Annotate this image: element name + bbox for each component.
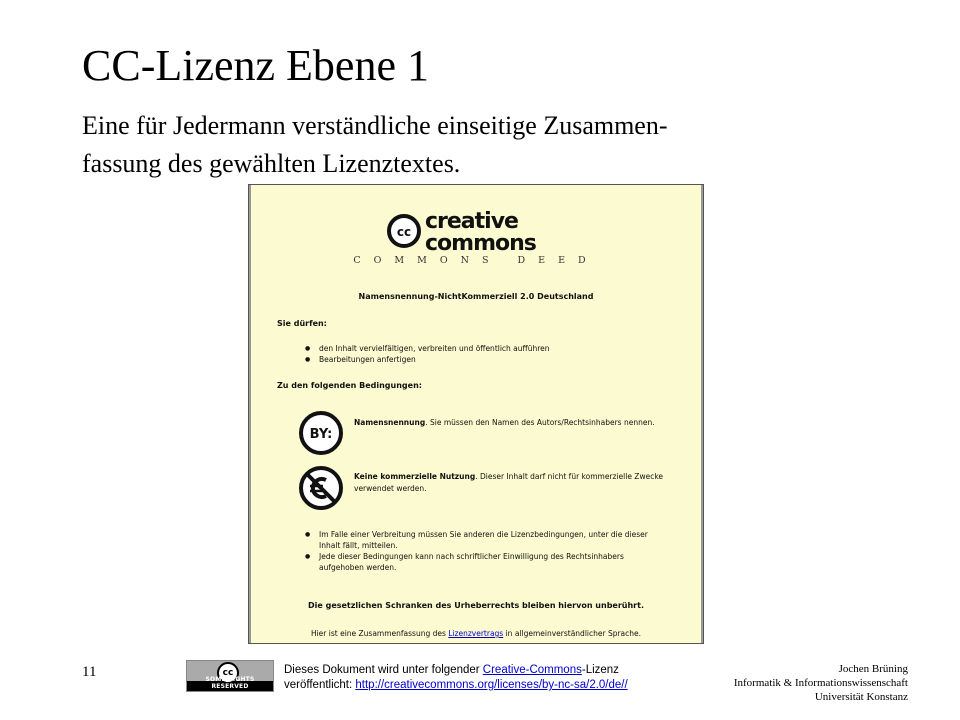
slide-subtitle — [82, 107, 802, 183]
badge-caption: SOME RIGHTS RESERVED — [205, 676, 255, 690]
logo-word-creative: creative — [425, 209, 518, 234]
list-item: ● Jede dieser Bedingungen kann nach schriftlicher Einwilligung des Rechtsinhabers aufgehoben werden. — [305, 551, 655, 573]
some-rights-reserved-badge[interactable] — [186, 660, 274, 692]
summary-after: in allgemeinverständlicher Sprache. — [503, 629, 642, 638]
slide-title: CC-Lizenz Ebene 1 — [82, 41, 429, 90]
noncommercial-title: Keine kommerzielle Nutzung — [354, 472, 476, 481]
license-note-line-2 — [284, 678, 628, 693]
list-item: ● Bearbeitungen anfertigen — [305, 354, 550, 365]
noncommercial-icon — [298, 465, 344, 511]
frame-right-rail — [701, 185, 703, 643]
note-part-2: -Lizenz — [581, 664, 619, 676]
note-part-1: Dieses Dokument wird unter folgender — [284, 664, 483, 676]
list-item: ● den Inhalt vervielfältigen, verbreiten und öffentlich aufführen — [305, 343, 550, 354]
attribution-icon-label: BY: — [309, 427, 333, 442]
may-list — [305, 343, 550, 365]
commons-deed-heading: COMMONS DEED — [353, 255, 599, 266]
author-name: Jochen Brüning — [838, 663, 908, 675]
license-note — [284, 663, 628, 693]
author-block — [734, 662, 908, 704]
creative-commons-link[interactable]: Creative-Commons — [482, 664, 582, 676]
attribution-text: . Sie müssen den Namen des Autors/Rechtsinhabers nennen. — [425, 418, 655, 427]
conditions-label: Zu den folgenden Bedingungen: — [277, 381, 422, 390]
logo-word-commons: commons — [425, 231, 536, 255]
frame-left-rail — [249, 185, 251, 643]
creative-commons-logo — [387, 207, 567, 255]
license-url-link[interactable]: http://creativecommons.org/licenses/by-nc-sa/2.0/de// — [355, 679, 628, 691]
author-department: Informatik & Informationswissenschaft — [733, 677, 908, 689]
subtitle-line-2: fassung des gewählten Lizenztextes. — [82, 149, 461, 178]
attribution-condition — [354, 417, 664, 429]
cc-logo-mark: cc — [396, 225, 412, 239]
license-agreement-link[interactable]: Lizenzvertrags — [448, 629, 504, 638]
attribution-icon — [298, 410, 344, 456]
note-part-3: veröffentlicht: — [284, 679, 356, 691]
may-label: Sie dürfen: — [277, 319, 327, 328]
badge-cc-icon: cc — [217, 662, 239, 684]
attribution-title: Namensnennung — [354, 418, 426, 427]
license-note-line-1 — [284, 663, 628, 678]
notes-list — [305, 529, 655, 573]
noncommercial-condition — [354, 471, 664, 495]
subtitle-line-1: Eine für Jedermann verständliche einseitige Zusammen- — [82, 111, 668, 140]
license-name: Namensnennung-NichtKommerziell 2.0 Deutschland — [358, 292, 594, 301]
list-item: ● Im Falle einer Verbreitung müssen Sie anderen die Lizenzbedingungen, unter die dieser Inhalt fällt, mitteilen. — [305, 529, 655, 551]
author-university: Universität Konstanz — [814, 691, 908, 703]
summary-before: Hier ist eine Zusammenfassung des — [310, 629, 449, 638]
summary-line — [249, 629, 703, 638]
commons-deed-screenshot — [248, 184, 704, 644]
page-number: 11 — [82, 664, 97, 680]
copyright-limits-note: Die gesetzlichen Schranken des Urheberrechts bleiben hiervon unberührt. — [308, 601, 644, 610]
noncommercial-text: . Dieser Inhalt darf nicht für kommerzielle Zwecke verwendet werden. — [354, 472, 664, 493]
